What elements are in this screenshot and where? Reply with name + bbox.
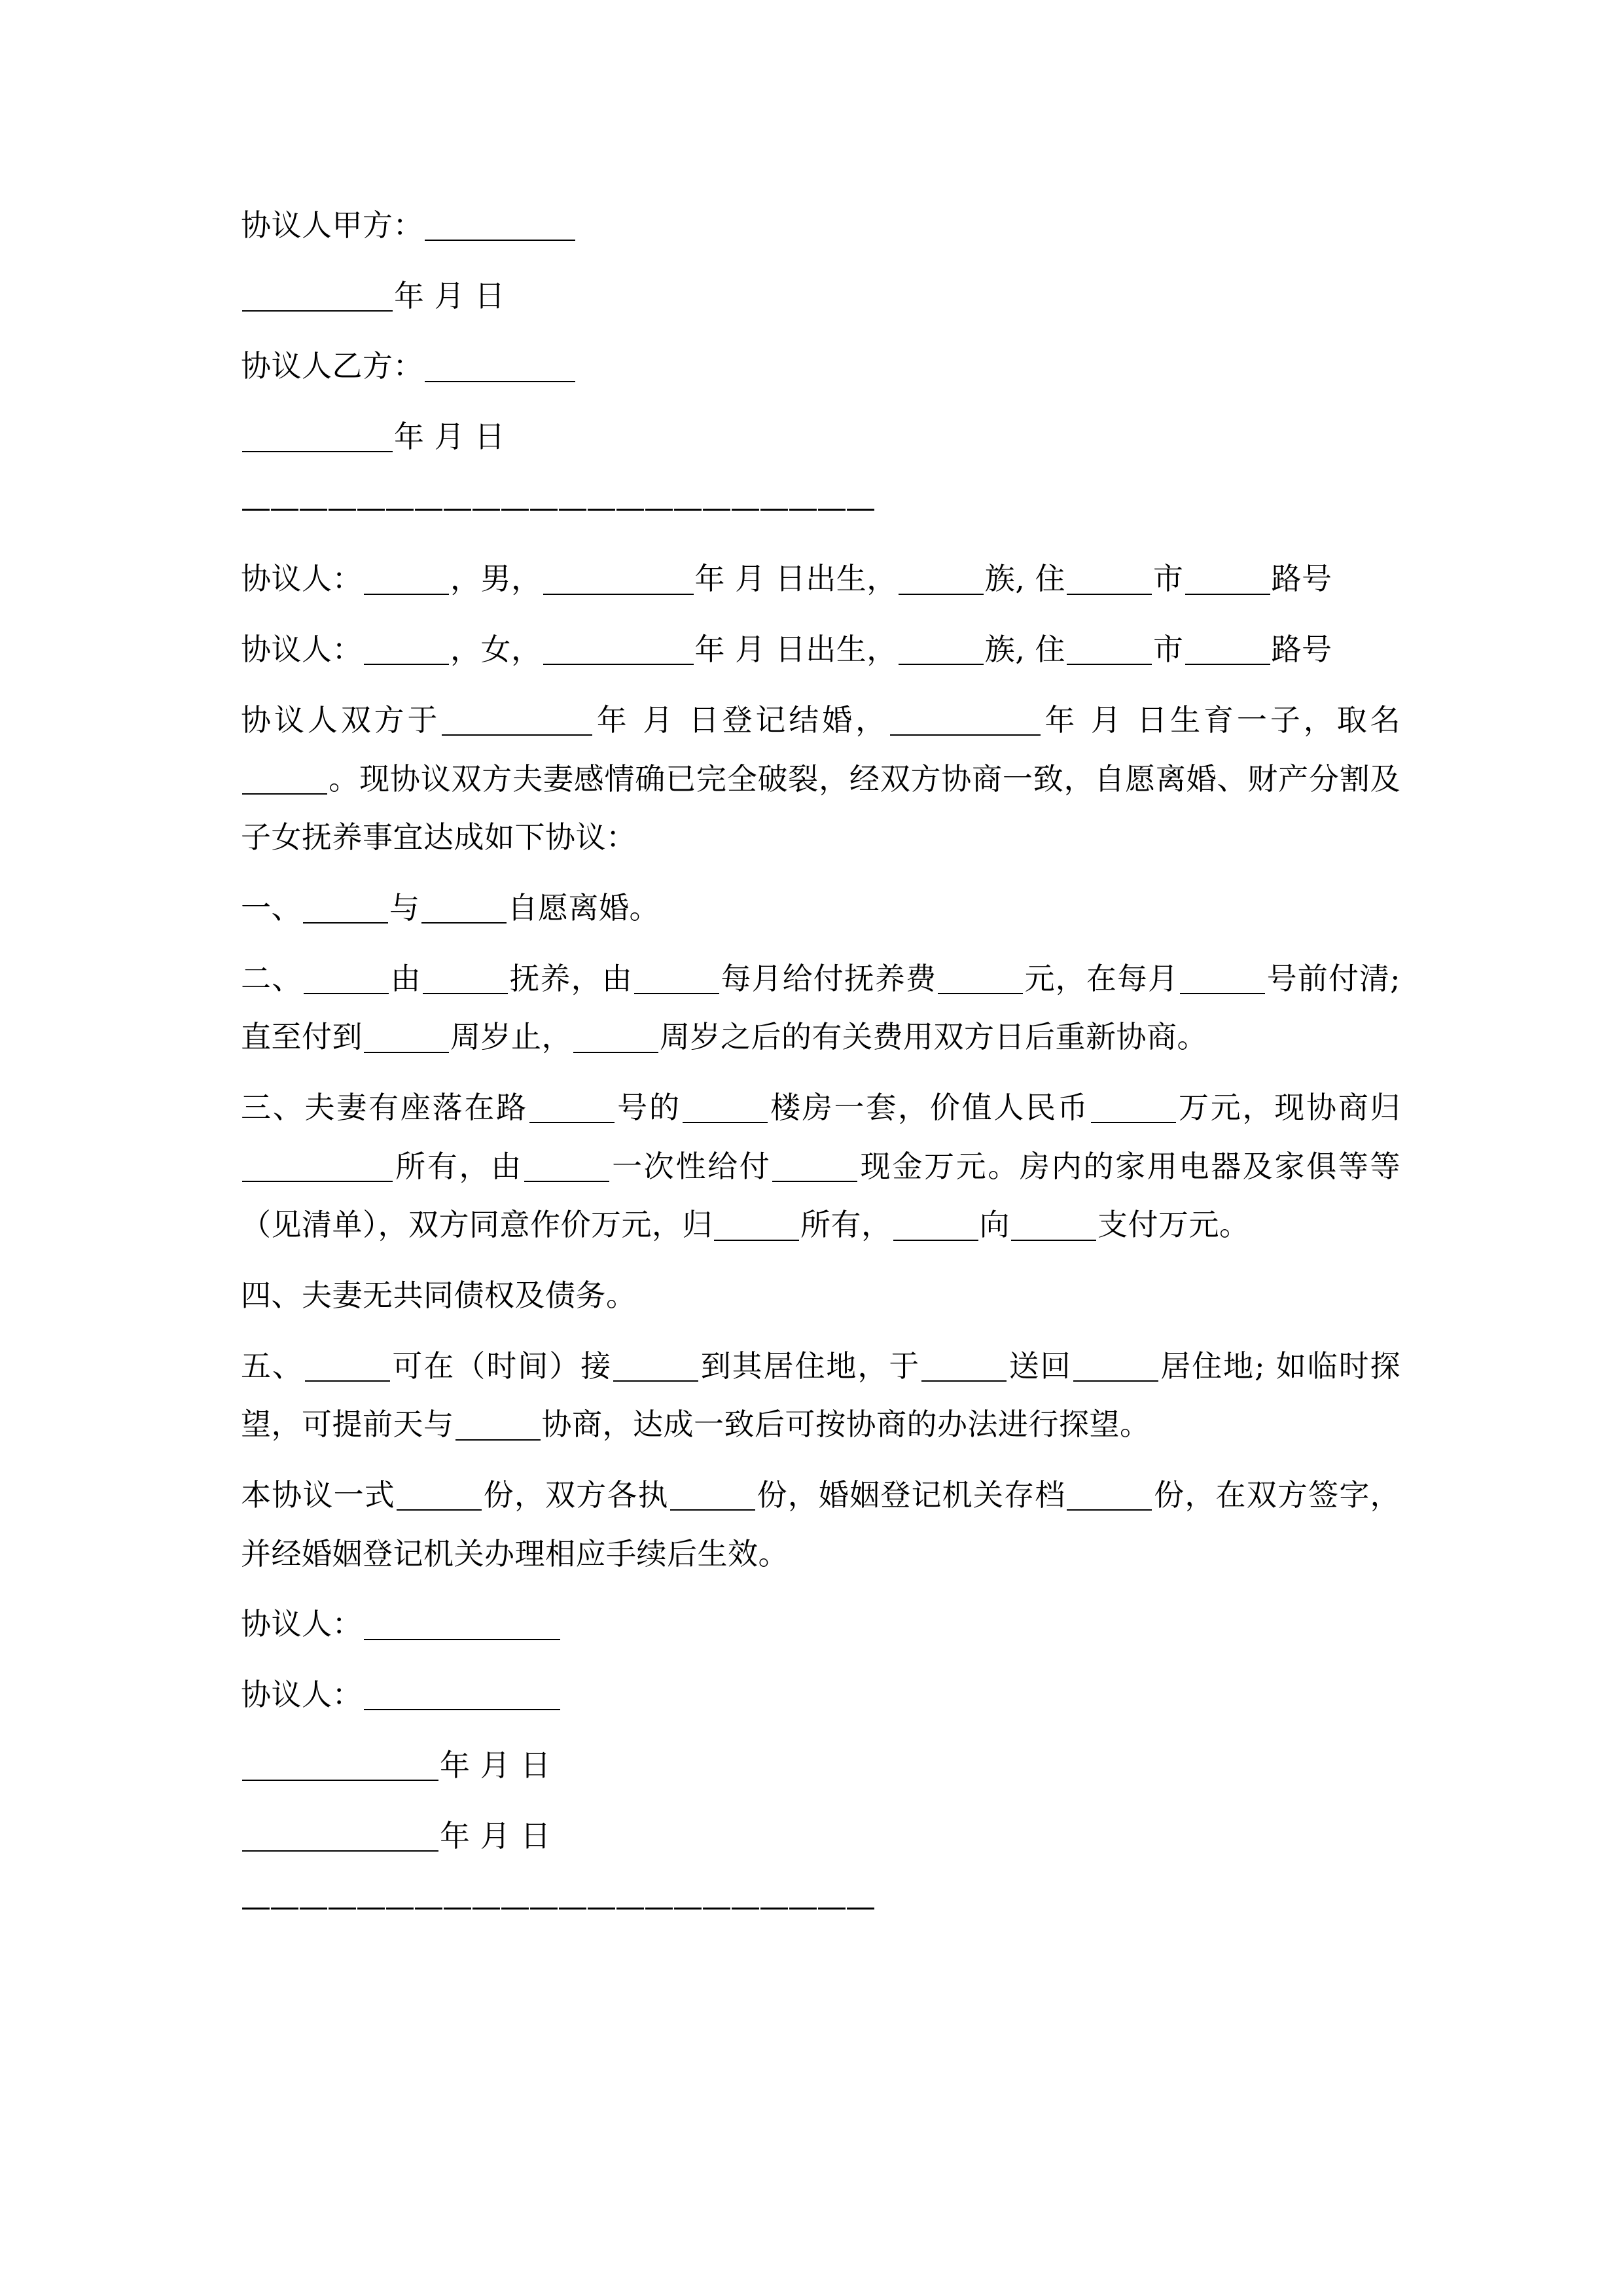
clause-three-to-text: 向 [979, 1207, 1010, 1243]
clause-three-floor-blank[interactable] [683, 1090, 768, 1123]
female-road-blank[interactable] [1185, 632, 1270, 665]
clause-three-lump-text: 一次性给付 [610, 1148, 772, 1184]
party-b-date-line [241, 408, 1400, 467]
copies-registry-blank[interactable] [1067, 1478, 1152, 1511]
signature-blank-1[interactable] [364, 1607, 560, 1640]
female-city-text: 市 [1153, 632, 1184, 668]
clause-five-time-text: 可在（时间）接 [391, 1348, 613, 1384]
copies-paragraph [241, 1466, 1400, 1583]
male-ethnicity-text: 族, 住 [984, 561, 1065, 597]
marriage-intro-text: 协议人双方于 [241, 702, 441, 738]
clause-three-owned-text: 所有，由 [394, 1148, 523, 1184]
clause-two-monthly-text: 每月给付抚养费 [720, 960, 937, 996]
clause-three-from-blank[interactable] [893, 1208, 978, 1240]
copies-each-text: 份，双方各执 [482, 1477, 669, 1513]
final-date-year-blank-1[interactable] [242, 1748, 438, 1781]
marriage-date-text: 年 月 日登记结婚， [594, 702, 889, 738]
party-b-signature-blank[interactable] [425, 349, 575, 382]
final-date-text-2: 年 月 日 [440, 1818, 551, 1854]
copies-each-blank[interactable] [670, 1478, 755, 1511]
signature-line-1 [241, 1595, 1400, 1654]
party-a-signature-line [241, 196, 1400, 255]
copies-tail-text: 份，在双方签字，并经婚姻登记机关办理相应手续后生效。 [241, 1477, 1401, 1571]
female-party-label: 协议人： [241, 632, 363, 668]
clause-five-return-text: 送回 [1008, 1348, 1072, 1384]
clause-two-age-blank[interactable] [364, 1020, 449, 1052]
clause-three [241, 1079, 1400, 1255]
female-ethnicity-blank[interactable] [899, 632, 984, 665]
female-gender-text: ，女， [450, 632, 542, 668]
clause-two-age-text: 周岁止， [450, 1019, 572, 1055]
male-party-label: 协议人： [241, 561, 363, 597]
marriage-year-blank[interactable] [442, 703, 592, 736]
clause-two-amount-blank[interactable] [938, 961, 1023, 994]
female-name-blank[interactable] [364, 632, 449, 665]
clause-two-tail-text: 周岁之后的有关费用双方日后重新协商。 [660, 1019, 1207, 1055]
clause-three-appliance-text: 现金万元。房内的家用电器及家俱等等（见清单），双方同意作价万元，归 [241, 1148, 1401, 1243]
signature-blank-2[interactable] [364, 1677, 560, 1710]
clause-three-payer-blank[interactable] [524, 1149, 609, 1182]
male-city-blank[interactable] [1067, 562, 1152, 594]
clause-five-negotiate-blank[interactable] [455, 1407, 541, 1440]
party-a-year-blank[interactable] [242, 279, 393, 312]
clause-two-payer-blank[interactable] [634, 961, 719, 994]
marriage-and-child-paragraph [241, 691, 1400, 867]
female-party-info [241, 620, 1400, 679]
clause-three-no-text: 号的 [615, 1089, 681, 1125]
signature-label-1: 协议人： [241, 1606, 363, 1642]
child-birth-year-blank[interactable] [890, 703, 1041, 736]
signature-line-2 [241, 1666, 1400, 1725]
clause-two-day-blank[interactable] [1180, 961, 1265, 994]
clause-two-yuan-text: 元，在每月 [1024, 960, 1179, 996]
clause-three-house-number-blank[interactable] [529, 1090, 615, 1123]
clause-five-temp-text: 居住地; 如临时探望，可提前天与 [241, 1348, 1401, 1443]
copies-intro-text: 本协议一式 [241, 1477, 395, 1513]
final-date-line-1 [241, 1736, 1400, 1795]
male-name-blank[interactable] [364, 562, 449, 594]
party-a-signature-label: 协议人甲方： [241, 207, 423, 243]
final-date-line-2 [241, 1807, 1400, 1866]
male-ethnicity-blank[interactable] [899, 562, 984, 594]
male-birth-year-blank[interactable] [543, 562, 694, 594]
clause-three-number: 三、夫妻有座落在路 [241, 1089, 528, 1125]
clause-two [241, 950, 1400, 1067]
clause-five-visitor-blank[interactable] [305, 1349, 390, 1382]
final-date-year-blank-2[interactable] [242, 1818, 438, 1851]
clause-five-tail-text: 协商，达成一致后可按协商的办法进行探望。 [541, 1407, 1150, 1443]
male-road-blank[interactable] [1185, 562, 1270, 594]
marriage-breakdown-text: 。现协议双方夫妻感情确已完全破裂，经双方协商一致，自愿离婚、财产分割及子女抚养事宜达成如下协议： [241, 761, 1400, 855]
document-body [241, 196, 1400, 1936]
clause-two-raise-text: 抚养，由 [508, 960, 633, 996]
female-birth-text: 年 月 日出生， [694, 632, 897, 668]
clause-three-owned2-text: 所有， [800, 1207, 892, 1243]
male-road-text: 路号 [1271, 561, 1332, 597]
signature-label-2: 协议人： [241, 1677, 363, 1713]
clause-four: 四、夫妻无共同债权及债务。 [241, 1278, 637, 1313]
clause-three-pay-text: 支付万元。 [1097, 1207, 1250, 1243]
clause-three-to-blank[interactable] [1011, 1208, 1096, 1240]
clause-three-value-text: 楼房一套，价值人民币 [768, 1089, 1090, 1125]
clause-two-by-text: 由 [390, 960, 421, 996]
clause-three-owner-blank[interactable] [242, 1149, 393, 1182]
section-divider-bottom: —————————————————————— [241, 1888, 874, 1924]
party-a-date-label: 年 月 日 [394, 278, 505, 314]
clause-one-tail-text: 自愿离婚。 [507, 889, 660, 925]
clause-three-negotiate-text: 万元，现协商归 [1177, 1089, 1401, 1125]
copies-total-blank[interactable] [397, 1478, 482, 1511]
clause-three-value-blank[interactable] [1091, 1090, 1176, 1123]
clause-two-custodian-blank[interactable] [423, 961, 508, 994]
clause-three-cash-blank[interactable] [772, 1149, 857, 1182]
clause-two-child-blank[interactable] [304, 961, 389, 994]
party-a-signature-blank[interactable] [425, 208, 575, 241]
party-b-signature-line [241, 337, 1400, 396]
female-birth-year-blank[interactable] [543, 632, 694, 665]
clause-two-paid-text: 号前付清; 直至付到 [241, 960, 1401, 1055]
party-b-date-label: 年 月 日 [394, 419, 505, 455]
party-b-signature-label: 协议人乙方： [241, 348, 423, 384]
clause-one [241, 879, 1400, 938]
male-city-text: 市 [1153, 561, 1184, 597]
copies-registry-text: 份，婚姻登记机关存档 [756, 1477, 1066, 1513]
clause-one-party-a-blank[interactable] [303, 891, 388, 924]
clause-five-number: 五、 [241, 1348, 304, 1384]
party-b-year-blank[interactable] [242, 420, 393, 452]
child-birth-text: 年 月 日生育一子，取名 [1042, 702, 1401, 738]
party-a-date-line [241, 267, 1400, 326]
final-date-text-1: 年 月 日 [440, 1747, 551, 1783]
male-party-info [241, 550, 1400, 609]
male-gender-text: ，男， [450, 561, 542, 597]
clause-five [241, 1337, 1400, 1454]
clause-three-furniture-owner-blank[interactable] [714, 1208, 799, 1240]
clause-one-party-b-blank[interactable] [421, 891, 507, 924]
child-name-blank[interactable] [242, 761, 327, 794]
female-city-blank[interactable] [1067, 632, 1152, 665]
clause-two-age2-blank[interactable] [573, 1020, 658, 1052]
male-birth-text: 年 月 日出生， [694, 561, 897, 597]
clause-five-return-place-blank[interactable] [1073, 1349, 1158, 1382]
clause-five-return-time-blank[interactable] [921, 1349, 1007, 1382]
female-road-text: 路号 [1271, 632, 1332, 668]
section-divider-top: —————————————————————— [241, 489, 874, 525]
clause-two-number: 二、 [241, 960, 303, 996]
clause-one-number: 一、 [241, 889, 302, 925]
clause-one-with-text: 与 [389, 889, 420, 925]
clause-five-residence-text: 到其居住地，于 [700, 1348, 921, 1384]
female-ethnicity-text: 族, 住 [984, 632, 1065, 668]
clause-five-child-blank[interactable] [613, 1349, 698, 1382]
